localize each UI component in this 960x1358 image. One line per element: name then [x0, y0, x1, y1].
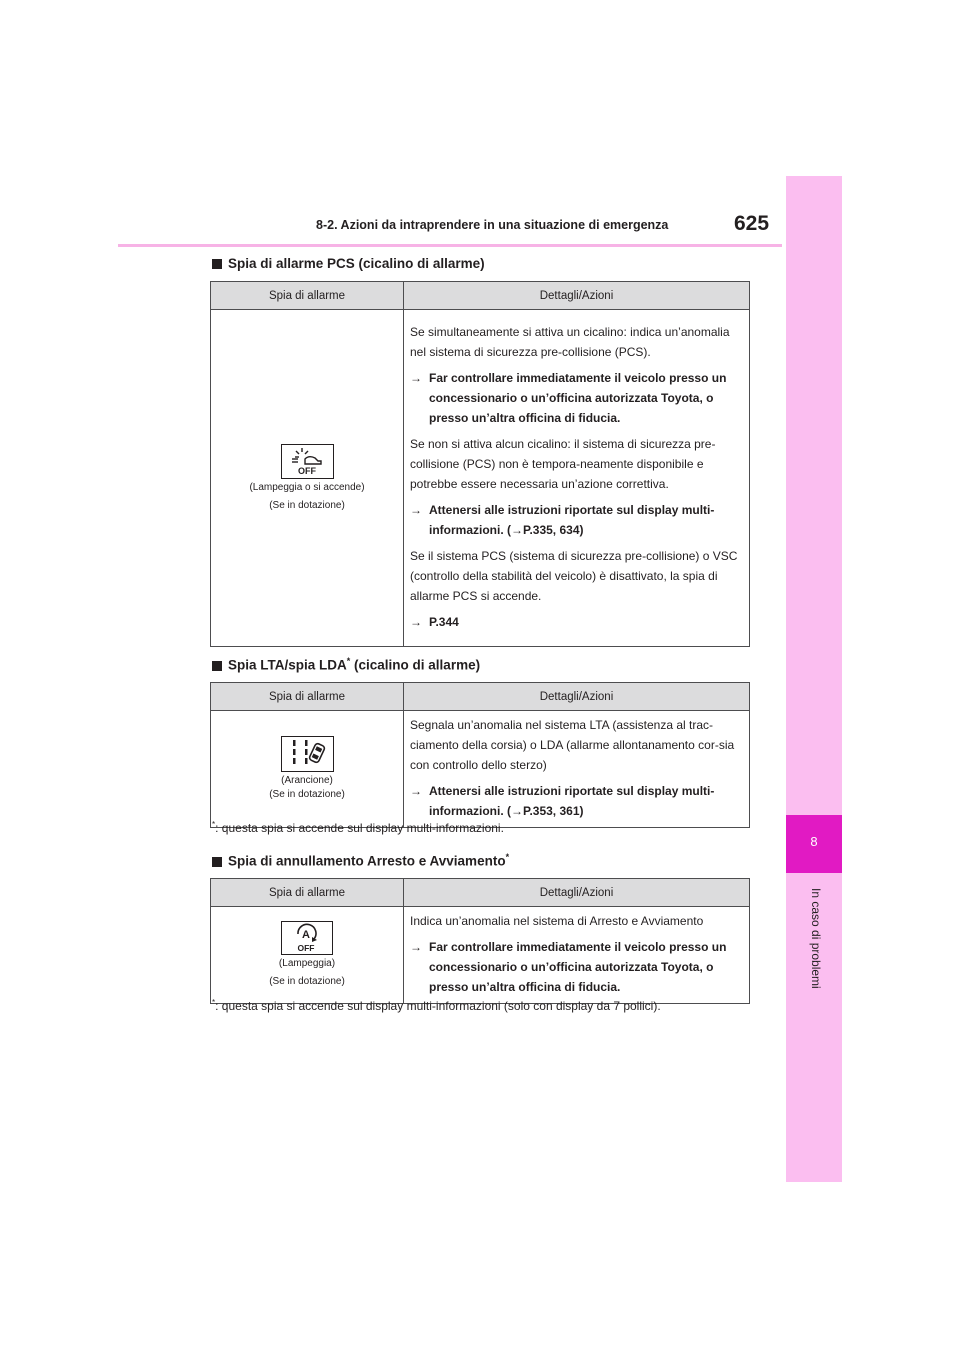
arrow-right-icon: →	[410, 615, 422, 629]
action-item	[410, 937, 743, 997]
svg-text:A: A	[302, 929, 310, 941]
warning-table-lta	[210, 682, 750, 828]
heading-text-tail: (cicalino di allarme)	[350, 657, 481, 673]
bullet-square-icon	[212, 857, 222, 867]
warning-light-cell	[211, 310, 404, 647]
light-caption: (Lampeggia o si accende)	[249, 481, 365, 493]
action-text: Far controllare immediatamente il veicolo presso un concessionario o un’officina autorizzata Toyota, o presso un’altra officina di fiducia.	[429, 940, 727, 994]
details-cell	[404, 711, 750, 828]
footnote-stop-start	[212, 998, 661, 1013]
chapter-number: 8	[810, 834, 818, 849]
action-item	[410, 781, 743, 821]
heading-text: Spia di annullamento Arresto e Avviamento	[228, 853, 506, 869]
svg-text:OFF: OFF	[297, 943, 315, 953]
detail-text: Se il sistema PCS (sistema di sicurezza pre-collisione) o VSC (controllo della stabilità del veicolo) è disattivato, la spia di allarme PCS si accende.	[410, 549, 738, 603]
detail-text: Se non si attiva alcun cicalino: il sistema di sicurezza pre-collisione (PCS) non è tempora-neamente disponibile e potrebbe essere necessaria un’azione correttiva.	[410, 437, 716, 491]
heading-text: Spia di allarme PCS (cicalino di allarme)	[228, 256, 485, 271]
light-availability: (Se in dotazione)	[269, 499, 345, 511]
arrow-right-icon: →	[410, 503, 422, 517]
page-number: 625	[734, 212, 770, 235]
warning-light-cell	[211, 711, 404, 828]
col-header-details: Dettagli/Azioni	[404, 879, 750, 907]
action-text: Far controllare immediatamente il veicolo presso un concessionario o un’officina autorizzata Toyota, o presso un’altra officina di fiducia.	[429, 371, 727, 425]
pcs-off-icon	[281, 444, 334, 479]
section-heading-lta	[212, 656, 480, 673]
bullet-square-icon	[212, 259, 222, 269]
heading-text: Spia LTA/spia LDA	[228, 657, 347, 673]
lane-departure-icon	[281, 736, 334, 772]
light-caption: (Lampeggia)	[278, 958, 336, 969]
warning-light-cell	[211, 907, 404, 1004]
action-text: Attenersi alle istruzioni riportate sul display multi-informazioni. (→P.353, 361)	[429, 784, 715, 818]
arrow-right-icon: →	[410, 371, 422, 385]
col-header-light: Spia di allarme	[211, 683, 404, 711]
footnote-text: : questa spia si accende sul display multi-informazioni.	[215, 821, 504, 835]
action-item	[410, 368, 743, 428]
detail-text: Segnala un’anomalia nel sistema LTA (assistenza al trac-ciamento della corsia) o LDA (allarme allontanamento cor-sia con controllo dello sterzo)	[410, 718, 735, 772]
bullet-square-icon	[212, 661, 222, 671]
footnote-lta	[212, 820, 504, 835]
section-heading-pcs	[212, 256, 485, 271]
footnote-marker: *	[505, 852, 510, 862]
light-caption: (Arancione)	[281, 775, 333, 786]
light-availability: (Se in dotazione)	[269, 789, 345, 800]
light-availability: (Se in dotazione)	[269, 976, 345, 987]
warning-table-stop-start	[210, 878, 750, 1004]
svg-text:OFF: OFF	[298, 466, 316, 476]
action-item	[410, 500, 743, 540]
stop-start-off-icon	[281, 921, 333, 955]
section-heading-stop-start	[212, 852, 509, 869]
warning-table-pcs	[210, 281, 750, 647]
footnote-marker: *	[346, 656, 351, 666]
col-header-light: Spia di allarme	[211, 879, 404, 907]
action-text: Attenersi alle istruzioni riportate sul display multi-informazioni. (→P.335, 634)	[429, 503, 715, 537]
chapter-title: In caso di problemi	[809, 888, 823, 989]
details-cell	[404, 907, 750, 1004]
details-cell	[404, 310, 750, 647]
arrow-right-icon: →	[410, 940, 422, 954]
header-divider	[118, 244, 782, 247]
action-item	[410, 612, 743, 632]
footnote-marker: *	[212, 998, 216, 1007]
page-reference-link[interactable]: P.344	[429, 615, 459, 629]
detail-text: Indica un’anomalia nel sistema di Arresto e Avviamento	[410, 914, 704, 928]
col-header-details: Dettagli/Azioni	[404, 683, 750, 711]
footnote-text: : questa spia si accende sul display multi-informazioni (solo con display da 7 pollici).	[215, 999, 661, 1013]
col-header-light: Spia di allarme	[211, 282, 404, 310]
detail-text: Se simultaneamente si attiva un cicalino: indica un’anomalia nel sistema di sicurezza pre-collisione (PCS).	[410, 325, 730, 359]
chapter-side-tab	[786, 176, 842, 1182]
arrow-right-icon: →	[410, 784, 422, 798]
col-header-details: Dettagli/Azioni	[404, 282, 750, 310]
footnote-marker: *	[212, 820, 216, 829]
section-header-title: 8-2. Azioni da intraprendere in una situazione di emergenza	[316, 218, 669, 232]
